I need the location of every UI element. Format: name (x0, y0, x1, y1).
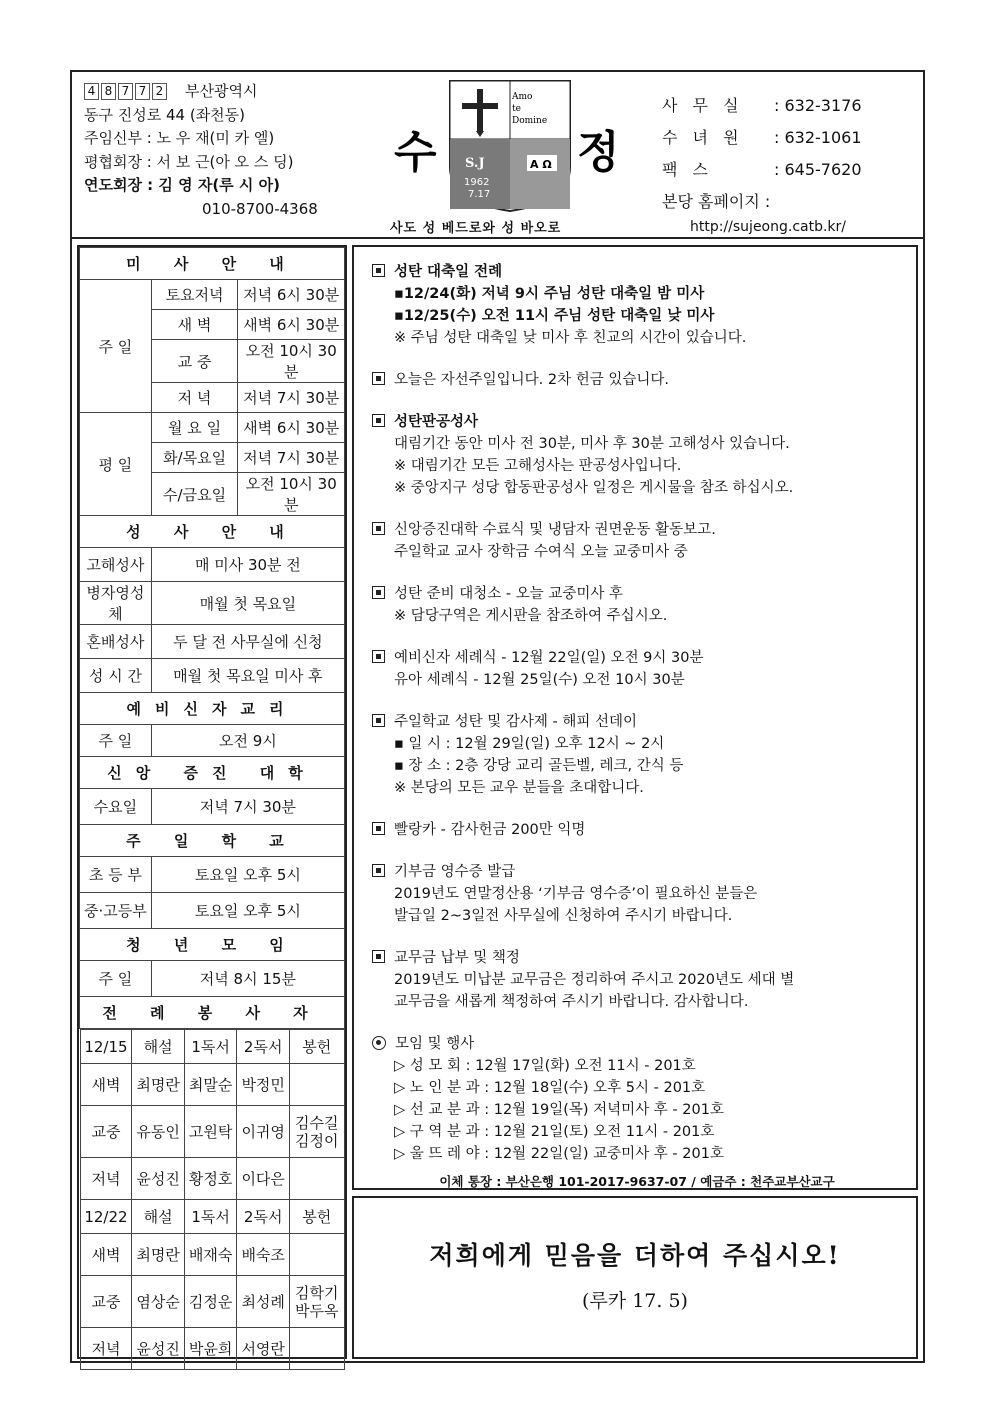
motto-amo: Amo (512, 92, 533, 102)
square-bullet-icon (372, 264, 385, 277)
notice-text: 주일학교 성탄 및 감사제 - 해피 선데이 (394, 714, 637, 730)
servers-name: 최말순 (184, 1064, 237, 1106)
mass-name: 새 벽 (151, 310, 238, 340)
notice-line (372, 905, 912, 927)
notice-text: ▷ 선 교 분 과 : 12월 19일(목) 저녁미사 후 - 201호 (394, 1102, 724, 1118)
servers-role: 1독서 (184, 1200, 237, 1234)
section-row (80, 516, 345, 548)
notice-text: ▷ 울 뜨 레 야 : 12월 22일(일) 교중미사 후 - 201호 (394, 1146, 724, 1162)
notice-text: ▷ 노 인 분 과 : 12월 18일(수) 오후 5시 - 201호 (394, 1080, 706, 1096)
mass-time: 저녁 7시 30분 (238, 383, 345, 413)
mass-name: 수/금요일 (151, 473, 238, 516)
servers-role: 봉헌 (289, 1030, 344, 1064)
notice-text: 기부금 영수증 발급 (394, 864, 516, 880)
address: 동구 진성로 44 (좌천동) (84, 105, 246, 124)
square-bullet-icon (372, 822, 385, 835)
square-bullet-icon (372, 586, 385, 599)
notice-line (372, 733, 912, 755)
contact-label: 사 무 실 (662, 96, 744, 115)
servers-header-row (80, 1030, 344, 1064)
notice-text: 유아 세례식 - 12월 25일(수) 오전 10시 30분 (394, 672, 685, 688)
notice-text: 신앙증진대학 수료식 및 냉담자 권면운동 활동보고. (394, 522, 716, 538)
notice-text: 오늘은 자선주일입니다. 2차 헌금 있습니다. (394, 372, 669, 388)
mass-time: 새벽 6시 30분 (238, 310, 345, 340)
notice-title (372, 369, 912, 391)
catechumen-time: 오전 9시 (151, 725, 344, 757)
logo-title-right: 정 (577, 127, 620, 178)
servers-name (289, 1064, 344, 1106)
section-row (80, 693, 345, 725)
logo-date: 7.17 (468, 189, 491, 200)
notice-line (372, 669, 912, 691)
servers-wrap (80, 1029, 345, 1371)
servers-name: 유동인 (132, 1106, 185, 1158)
contact-row (662, 122, 862, 154)
notice-line (372, 541, 912, 563)
zip-digit: 2 (152, 83, 167, 100)
notice-text: ▪12/25(수) 오전 11시 주님 성탄 대축일 낮 미사 (394, 308, 715, 324)
radio-bullet-icon (372, 1036, 386, 1050)
notice-text: 2019년도 연말정산용 ‘기부금 영수증’이 필요하신 분들은 (394, 886, 758, 902)
sacrament-name: 혼배성사 (80, 625, 152, 659)
mass-row (80, 413, 345, 443)
parish-logo (372, 77, 622, 236)
alpha-omega: Α Ω (530, 158, 552, 171)
notice-title (372, 861, 912, 883)
notice-title (372, 583, 912, 605)
servers-name: 이다은 (237, 1158, 290, 1200)
notice-text: ※ 본당의 모든 교우 분들을 초대합니다. (394, 780, 644, 796)
sacrament-value: 매월 첫 목요일 미사 후 (151, 659, 344, 693)
square-bullet-icon (372, 950, 385, 963)
servers-name (289, 1158, 344, 1200)
notices-panel (352, 245, 918, 1190)
servers-row (80, 1064, 344, 1106)
city: 부산광역시 (185, 82, 258, 100)
notice-text: 예비신자 세례식 - 12월 22일(일) 오전 9시 30분 (394, 650, 704, 666)
contact-info (662, 90, 862, 236)
mass-name: 교 중 (151, 340, 238, 383)
priest: 주임신부 : 노 우 재(미 카 엘) (84, 129, 275, 147)
sacrament-name: 성 시 간 (80, 659, 152, 693)
notice-item (372, 947, 912, 1013)
sacrament-row (80, 582, 345, 625)
zip-digit: 7 (135, 83, 150, 100)
mass-name: 화/목요일 (151, 443, 238, 473)
servers-table (80, 1029, 345, 1370)
servers-name: 박윤희 (184, 1328, 237, 1370)
notice-line (372, 433, 912, 455)
servers-name: 박정민 (237, 1064, 290, 1106)
notice-text: 교무금 납부 및 책정 (394, 950, 520, 966)
council-president: 평협회장 : 서 보 근(아 오 스 딩) (84, 152, 294, 171)
contact-label: 수 녀 원 (662, 128, 744, 147)
square-bullet-icon (372, 650, 385, 663)
sacrament-value: 매 미사 30분 전 (151, 548, 344, 582)
parish-subtitle: 사도 성 베드로와 성 바오로 (390, 221, 562, 236)
servers-mass: 새벽 (80, 1064, 132, 1106)
mass-time: 오전 10시 30분 (238, 340, 345, 383)
notice-line (372, 1099, 912, 1121)
servers-role: 해설 (132, 1200, 185, 1234)
notice-text: 빨랑카 - 감사헌금 200만 익명 (394, 822, 586, 838)
notice-line (372, 1143, 912, 1165)
servers-role: 해설 (132, 1030, 185, 1064)
zip-code (84, 83, 167, 100)
square-bullet-icon (372, 864, 385, 877)
servers-role: 1독서 (184, 1030, 237, 1064)
servers-mass: 새벽 (80, 1234, 132, 1276)
section-row (80, 929, 345, 961)
notice-text: ※ 대림기간 모든 고해성사는 판공성사입니다. (394, 458, 682, 474)
servers-name: 최명란 (132, 1064, 185, 1106)
servers-mass: 교중 (80, 1106, 132, 1158)
notice-text: 2019년도 미납분 교무금은 정리하여 주시고 2020년도 세대 별 (394, 972, 795, 988)
servers-name: 김학기 박두옥 (289, 1276, 344, 1328)
notice-title (372, 711, 912, 733)
header (72, 72, 923, 239)
notice-text: ▷ 구 역 분 과 : 12월 21일(토) 오전 11시 - 201호 (394, 1124, 715, 1140)
notice-line (372, 991, 912, 1013)
servers-role: 2독서 (237, 1030, 290, 1064)
section-title: 성 사 안 내 (80, 516, 345, 548)
servers-name: 이귀영 (237, 1106, 290, 1158)
sacrament-row (80, 548, 345, 582)
notice-text: ※ 담당구역은 게시판을 참조하여 주십시오. (394, 608, 668, 624)
notice-line (372, 305, 912, 327)
square-bullet-icon (372, 522, 385, 535)
servers-row (80, 1158, 344, 1200)
notice-line (372, 605, 912, 627)
schedule-table (79, 247, 345, 1370)
notice-text: 성탄 대축일 전례 (394, 264, 503, 280)
logo-emblem (372, 77, 622, 217)
mass-name: 저 녁 (151, 383, 238, 413)
notice-item (372, 861, 912, 927)
sunday-school-row (80, 893, 345, 929)
section-title: 미 사 안 내 (80, 248, 345, 280)
servers-role: 2독서 (237, 1200, 290, 1234)
sacrament-name: 병자영성체 (80, 582, 152, 625)
mass-time: 저녁 6시 30분 (238, 280, 345, 310)
notice-line (372, 455, 912, 477)
bank-account: 이체 통장 : 부산은행 101-2017-9637-07 / 예금주 : 천주교부산교구 (439, 1174, 835, 1189)
section-title: 전 례 봉 사 자 (80, 997, 345, 1029)
servers-row (80, 1234, 344, 1276)
section-title: 청 년 모 임 (80, 929, 345, 961)
motto-te: te (512, 104, 521, 114)
servers-date: 12/22 (80, 1200, 132, 1234)
notice-title (372, 261, 912, 283)
notice-line (372, 755, 912, 777)
notice-item (372, 261, 912, 349)
weekday-label: 평 일 (80, 413, 152, 516)
mass-name: 월 요 일 (151, 413, 238, 443)
scripture-reference: (루카 17. 5) (582, 1290, 688, 1312)
notice-line (372, 969, 912, 991)
logo-sj: S.J (465, 156, 485, 171)
servers-name: 최명란 (132, 1234, 185, 1276)
sacrament-row (80, 625, 345, 659)
notice-text: 성탄판공성사 (394, 414, 479, 430)
servers-name: 김수길 김정이 (289, 1106, 344, 1158)
section-row (80, 757, 345, 789)
sacrament-name: 고해성사 (80, 548, 152, 582)
faith-college-time: 저녁 7시 30분 (151, 789, 344, 825)
contact-value: : 645-7620 (774, 160, 862, 179)
notice-text: 성탄 준비 대청소 - 오늘 교중미사 후 (394, 586, 623, 602)
faith-college-row (80, 789, 345, 825)
notice-list (372, 261, 912, 1185)
servers-role: 봉헌 (289, 1200, 344, 1234)
square-bullet-icon (372, 414, 385, 427)
notice-line (372, 1055, 912, 1077)
section-row (80, 825, 345, 857)
notice-line (372, 1121, 912, 1143)
sunday-school-name: 초 등 부 (80, 857, 152, 893)
square-bullet-icon (372, 714, 385, 727)
scripture-verse: 저희에게 믿음을 더하여 주십시오! (429, 1241, 841, 1270)
notice-item (372, 1033, 912, 1165)
homepage-label: 본당 홈페이지 : (662, 192, 771, 211)
bulletin-frame (70, 70, 925, 1363)
section-title: 예비신자교리 (80, 693, 345, 725)
notice-title (372, 947, 912, 969)
sacrament-row (80, 659, 345, 693)
homepage-url[interactable]: http://sujeong.catb.kr/ (690, 219, 847, 235)
servers-mass: 저녁 (80, 1328, 132, 1370)
notice-line (372, 477, 912, 499)
square-bullet-icon (372, 372, 385, 385)
notice-item (372, 647, 912, 691)
logo-title-left: 수 (394, 127, 437, 178)
youth-day: 주 일 (80, 961, 152, 997)
servers-name: 황정호 (184, 1158, 237, 1200)
catechumen-row (80, 725, 345, 757)
servers-row (80, 1328, 344, 1370)
notice-text: ▷ 성 모 회 : 12월 17일(화) 오전 11시 - 201호 (394, 1058, 696, 1074)
servers-mass: 저녁 (80, 1158, 132, 1200)
legion-president: 연도회장 : 김 영 자(루 시 아) (84, 176, 280, 194)
schedule-column (77, 245, 347, 1359)
contact-value: : 632-3176 (774, 96, 862, 115)
contact-row (662, 90, 862, 122)
notice-text: 교무금을 새롭게 책정하여 주시기 바랍니다. 감사합니다. (394, 994, 749, 1010)
contact-row (662, 154, 862, 186)
contact-value: : 632-1061 (774, 128, 862, 147)
notice-line (372, 1077, 912, 1099)
section-title: 주 일 학 교 (80, 825, 345, 857)
servers-name: 염상순 (132, 1276, 185, 1328)
servers-name (289, 1328, 344, 1370)
servers-row (80, 1276, 344, 1328)
notice-text: ※ 주님 성탄 대축일 낮 미사 후 친교의 시간이 있습니다. (394, 330, 747, 346)
zip-digit: 4 (84, 83, 99, 100)
servers-name (289, 1234, 344, 1276)
servers-name: 최성례 (237, 1276, 290, 1328)
notice-line (372, 777, 912, 799)
servers-name: 윤성진 (132, 1158, 185, 1200)
zip-digit: 7 (118, 83, 133, 100)
mass-row (80, 280, 345, 310)
notice-item (372, 711, 912, 799)
notice-text: ▪ 일 시 : 12월 29일(일) 오후 12시 ~ 2시 (394, 736, 665, 752)
notice-text: ※ 중앙지구 성당 합동판공성사 일정은 게시물을 참조 하십시오. (394, 480, 794, 496)
notice-item (372, 519, 912, 563)
sacrament-value: 두 달 전 사무실에 신청 (151, 625, 344, 659)
notice-line (372, 883, 912, 905)
servers-name: 김정운 (184, 1276, 237, 1328)
notice-text: 대림기간 동안 미사 전 30분, 미사 후 30분 고해성사 있습니다. (394, 436, 790, 452)
servers-name: 고원탁 (184, 1106, 237, 1158)
mass-name: 토요저녁 (151, 280, 238, 310)
sunday-school-time: 토요일 오후 5시 (151, 857, 344, 893)
servers-mass: 교중 (80, 1276, 132, 1328)
notice-title (372, 1033, 912, 1055)
section-row (80, 248, 345, 280)
legion-phone: 010-8700-4368 (202, 199, 318, 218)
sunday-school-name: 중·고등부 (80, 893, 152, 929)
notice-text: ▪ 장 소 : 2층 강당 교리 골든벨, 레크, 간식 등 (394, 758, 684, 774)
notice-line (372, 283, 912, 305)
catechumen-day: 주 일 (80, 725, 152, 757)
section-row (80, 997, 345, 1029)
notice-text: 주일학교 교사 장학금 수여식 오늘 교중미사 중 (394, 544, 688, 560)
zip-digit: 8 (101, 83, 116, 100)
notice-text: 모임 및 행사 (395, 1036, 475, 1052)
servers-name: 배숙조 (237, 1234, 290, 1276)
servers-name: 윤성진 (132, 1328, 185, 1370)
servers-cell (80, 1029, 345, 1371)
youth-time: 저녁 8시 15분 (151, 961, 344, 997)
logo-year: 1962 (464, 177, 490, 188)
servers-name: 서영란 (237, 1328, 290, 1370)
notice-item (372, 583, 912, 627)
servers-date: 12/15 (80, 1030, 132, 1064)
sunday-label: 주 일 (80, 280, 152, 413)
motto-domine: Domine (512, 116, 548, 126)
scripture-panel (352, 1196, 918, 1359)
notice-item (372, 819, 912, 841)
youth-row (80, 961, 345, 997)
section-title: 신앙 증진 대학 (80, 757, 345, 789)
notice-title (372, 519, 912, 541)
notice-text: ▪12/24(화) 저녁 9시 주님 성탄 대축일 밤 미사 (394, 286, 705, 302)
servers-header-row (80, 1200, 344, 1234)
notice-item (372, 369, 912, 391)
servers-row (80, 1106, 344, 1158)
notice-title (372, 819, 912, 841)
sunday-school-row (80, 857, 345, 893)
parish-info (84, 80, 318, 221)
notice-line (372, 327, 912, 349)
notice-text: 발급일 2~3일전 사무실에 신청하여 주시기 바랍니다. (394, 908, 733, 924)
mass-time: 저녁 7시 30분 (238, 443, 345, 473)
notice-title (372, 411, 912, 433)
mass-time: 오전 10시 30분 (238, 473, 345, 516)
servers-name: 배재숙 (184, 1234, 237, 1276)
mass-time: 새벽 6시 30분 (238, 413, 345, 443)
sunday-school-time: 토요일 오후 5시 (151, 893, 344, 929)
contact-label: 팩 스 (662, 160, 713, 179)
sacrament-value: 매월 첫 목요일 (151, 582, 344, 625)
notice-title (372, 647, 912, 669)
notice-item (372, 411, 912, 499)
faith-college-day: 수요일 (80, 789, 152, 825)
